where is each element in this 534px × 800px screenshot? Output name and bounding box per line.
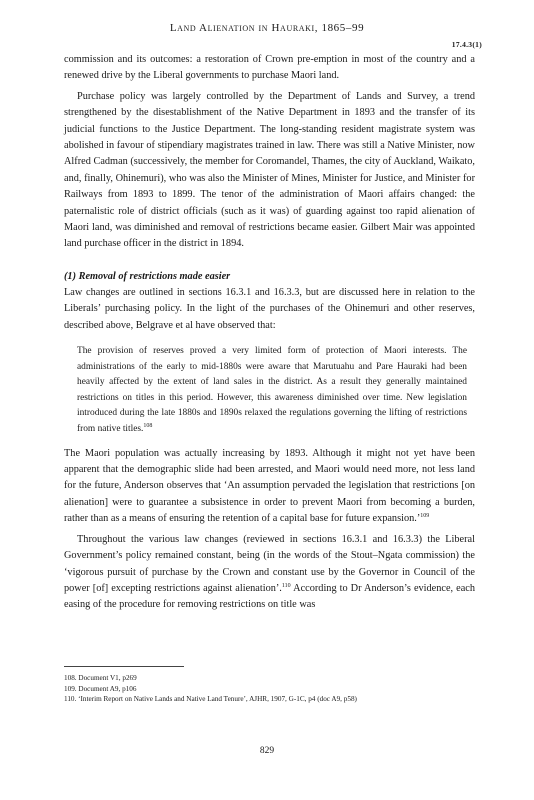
page-number: 829: [259, 746, 275, 756]
paragraph: Law changes are outlined in sections 16.3.1 and 16.3.3, but are discussed here in relation to the Liberals’ purchasing policy. In the light of the purchases of the Ohinemuri and other reserves, described above, Belgrave et al have observed that:: [64, 286, 475, 331]
paragraph-text: According to Dr Anderson’s evidence, each easing of the procedure for removing restrictions on title was: [64, 582, 475, 611]
footnote-ref: 110: [281, 582, 291, 589]
footnote: 109. Document A9, p106: [64, 684, 137, 693]
body-text: [64, 52, 475, 614]
footnote-ref: 108: [143, 423, 153, 430]
subheading: (1) Removal of restrictions made easier: [64, 270, 231, 282]
block-quote: [77, 344, 467, 438]
running-title: Land Alienation in Hauraki, 1865–99: [169, 22, 365, 34]
footnote: 110. ‘Interim Report on Native Lands and Native Land Tenure’, AJHR, 1907, G-1C, p4 (doc A9, p58): [64, 695, 357, 704]
paragraph: [64, 532, 475, 614]
section-number: 17.4.3(1): [451, 40, 482, 49]
footnotes: [64, 673, 475, 705]
footnote-rule: [64, 666, 184, 667]
paragraph: commission and its outcomes: a restoration of Crown pre-emption in most of the country and a renewed drive by the Liberal governments to purchase Maori land.: [64, 54, 475, 82]
footnote-ref: 109: [420, 513, 430, 520]
quote-text: The provision of reserves proved a very limited form of protection of Maori interests. The administrations of the early to mid-1880s were aware that Marutuahu and Pare Hauraki had been heavily affected by the extent of land sales in the district. As a result they generally maintained restrictions on titles in this period. However, this awareness diminished over time. New legislation introduced during the late 1880s and 1890s relaxed the regulations governing the lifting of restrictions from native titles.: [77, 346, 467, 435]
paragraph-text: Throughout the various law changes (reviewed in sections 16.3.1 and 16.3.3) the Liberal Government’s policy remained constant, being (in the words of the Stout–Ngata commission) the ‘vigorous pursuit of purchase by the Crown and constant use by the Governor in Council of the power [of] excepting restrictions against alienation’.: [64, 533, 475, 594]
paragraph: Purchase policy was largely controlled by the Department of Lands and Survey, a trend strengthened by the disestablishment of the Native Department in 1893 and the transfer of its judicial functions to the Justice Department. The long-standing resident magistrate system was abolished in favour of stipendiary magistrates trained in law. There was still a Native Minister, now Alfred Cadman (successively, the member for Coromandel, Thames, the city of Auckland, Waikato, and, finally, Ohinemuri), who was also the Minister of Mines, Minister for Justice, and Minister for Railways from 1893 to 1899. The tenor of the administration of Maori affairs changed: the paternalistic role of district officials (such as it was) of guarding against too rapid alienation of Maori land, was diminished and removal of restrictions became easier. Gilbert Mair was appointed land purchase officer in the district in 1894.: [64, 90, 475, 250]
paragraph: [64, 446, 475, 528]
footnote: 108. Document V1, p269: [64, 674, 137, 682]
paragraph-text: The Maori population was actually increasing by 1893. Although it might not yet have been apparent that the demographic slide had been arrested, and Maori would need more, not less land for the future, Anderson observes that ‘An assumption pervaded the legislation that restrictions [on alienation] were to guarantee a subsistence in order to prevent Maori from becoming a burden, rather than as a means of ensuring the retention of a capital base for future expansion.’: [64, 447, 475, 525]
